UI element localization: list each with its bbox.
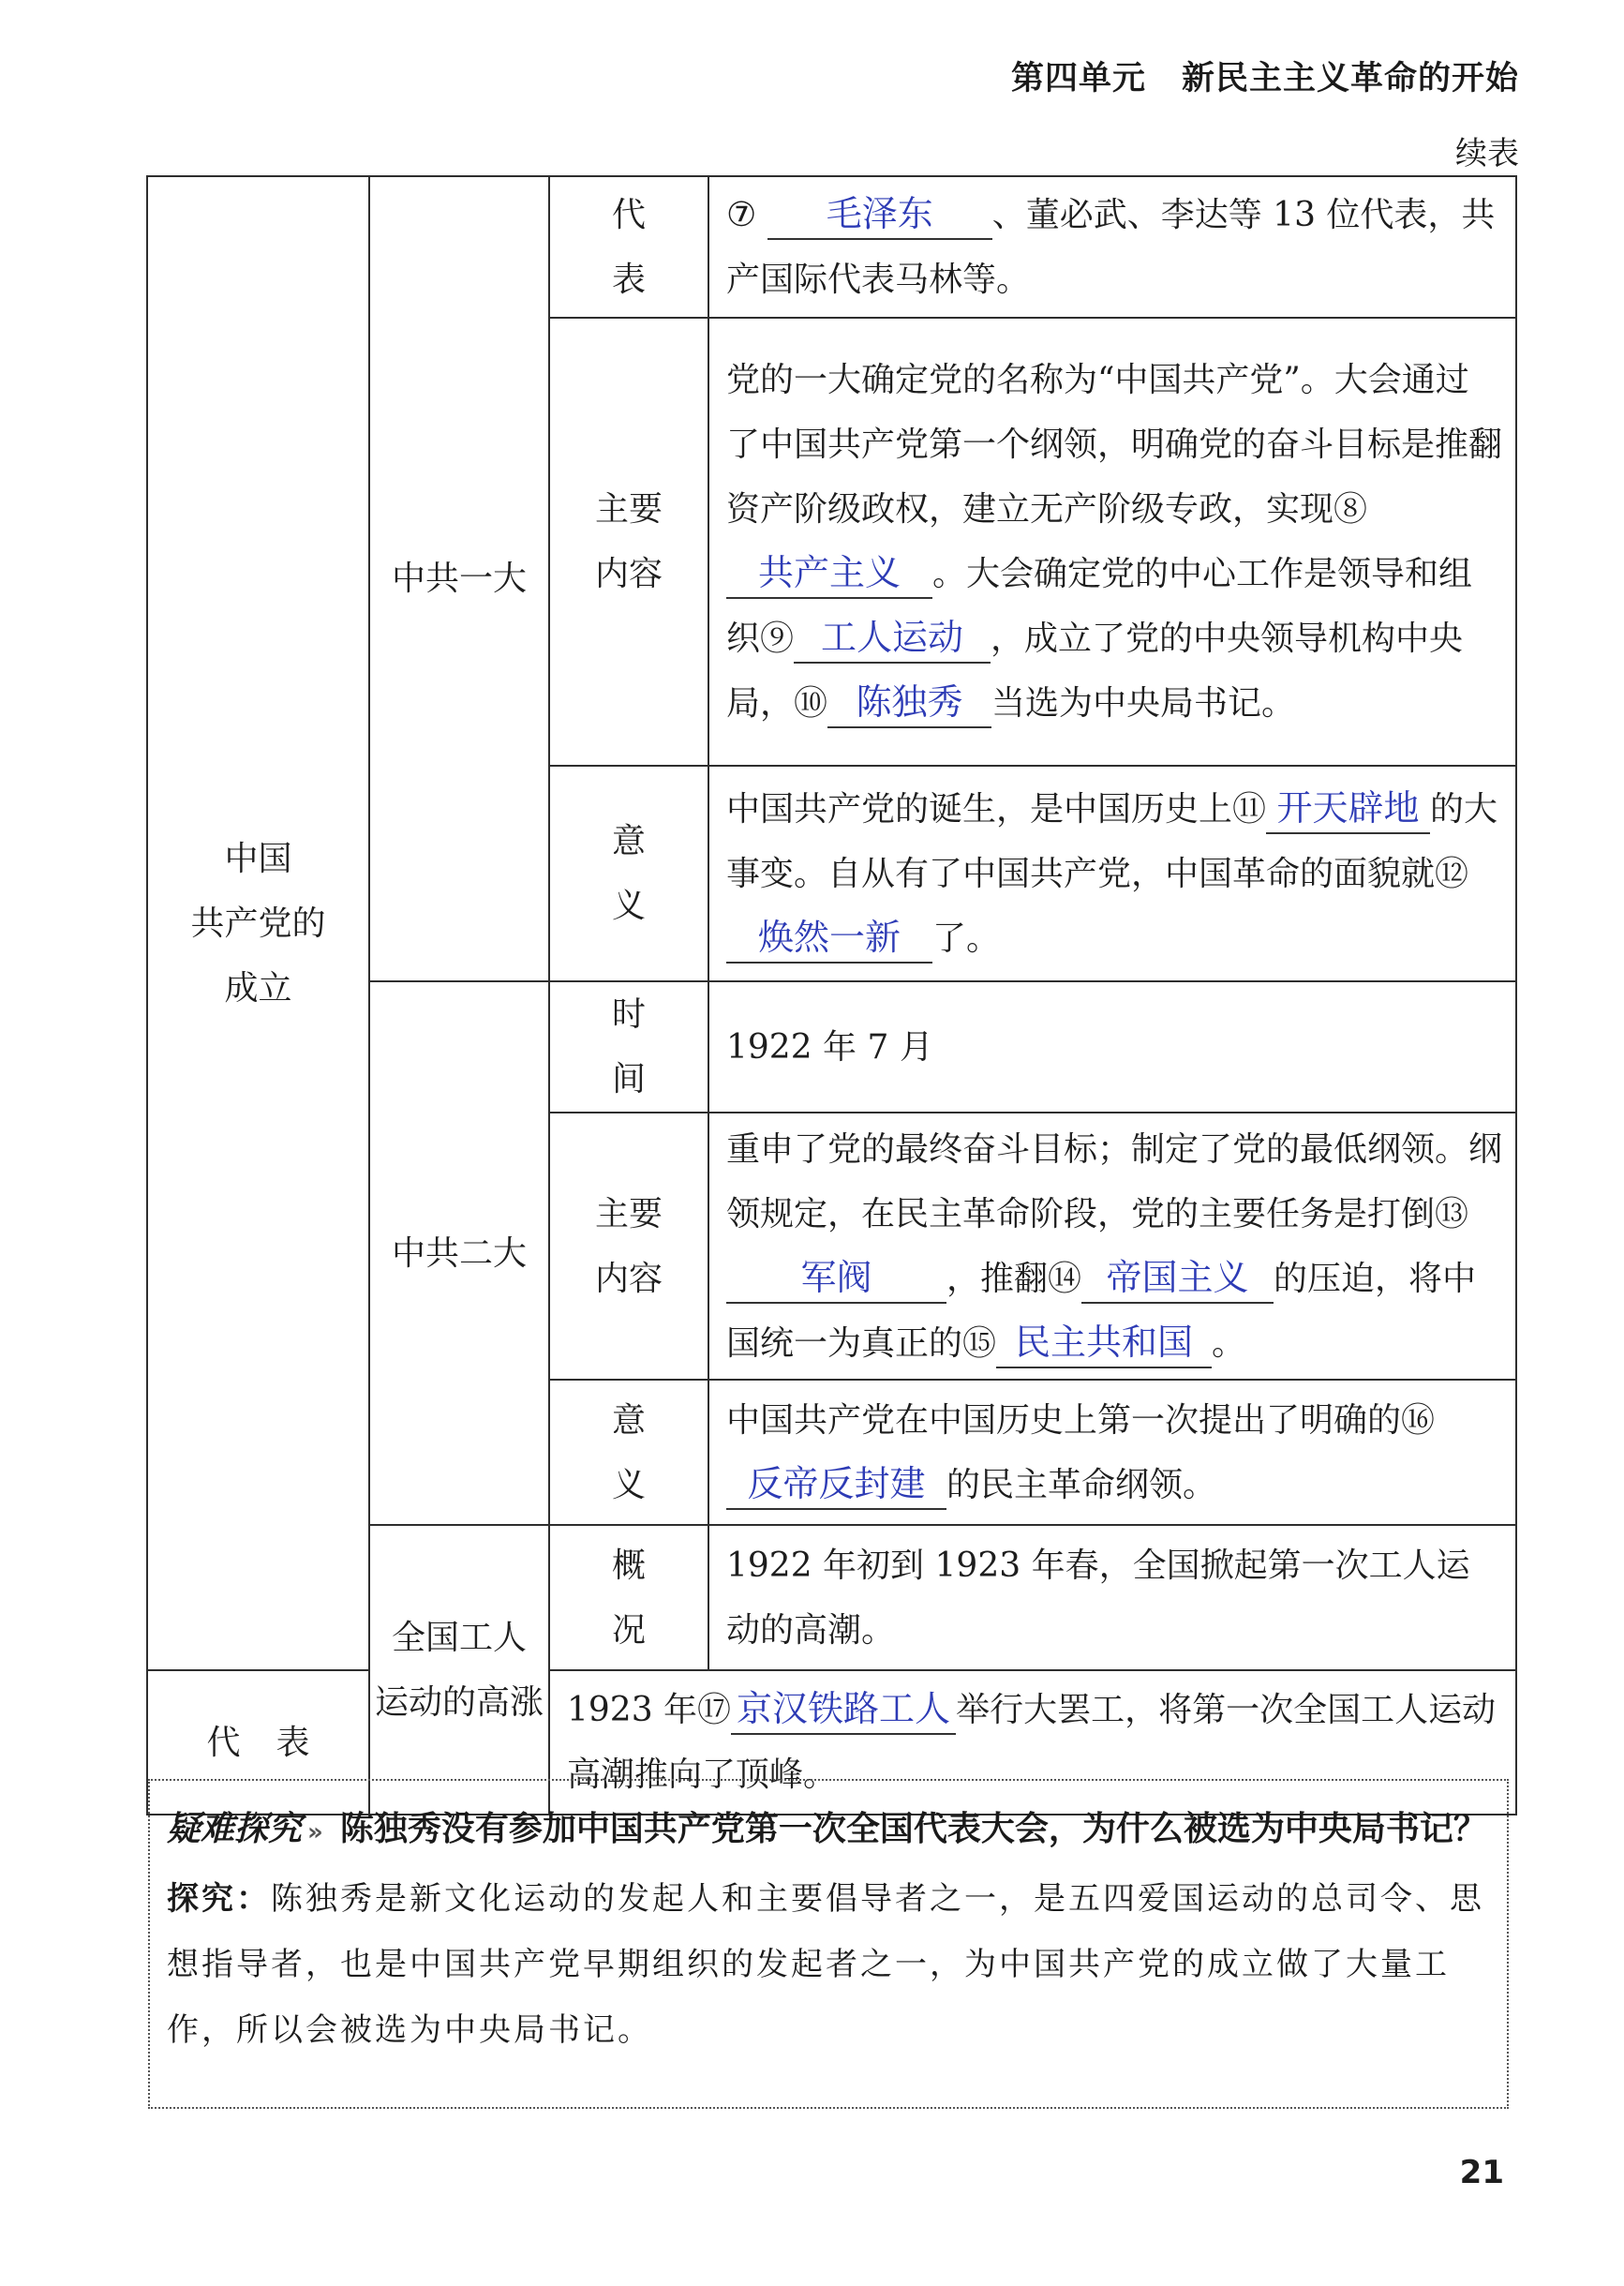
answer-blank-7: 毛泽东 — [767, 189, 992, 240]
subcategory-second-congress: 中共二大 — [369, 981, 549, 1525]
answer-blank-9: 工人运动 — [794, 613, 991, 664]
answer-blank-8: 共产主义 — [726, 548, 932, 599]
answer-blank-14: 帝国主义 — [1081, 1253, 1274, 1304]
content-text: 的民主革命纲领。 — [946, 1465, 1217, 1504]
field-main-content — [549, 1113, 708, 1380]
answer-blank-16: 反帝反封建 — [726, 1459, 946, 1510]
content-text: 当选为中央局书记。 — [991, 684, 1296, 723]
answer-blank-10: 陈独秀 — [827, 678, 991, 728]
subcategory-first-congress: 中共一大 — [369, 176, 549, 981]
content-text: 1923 年⑰ — [567, 1691, 732, 1729]
significance-text — [708, 766, 1516, 981]
content-text: 中国共产党在中国历史上第一次提出了明确的⑯ — [726, 1400, 1436, 1440]
answer-blank-15: 民主共和国 — [996, 1318, 1212, 1368]
unit-title: 新民主主义革命的开始 — [1181, 60, 1519, 97]
content-text: 中国共产党的诞生，是中国历史上⑪ — [726, 789, 1267, 829]
field-significance: 意义 — [549, 1380, 708, 1525]
content-text: 的大事变。自从有了中国共产党，中国革命的面貌就⑫ — [726, 789, 1498, 893]
exploration-question — [167, 1796, 1490, 1866]
answer-label: 探究： — [167, 1880, 271, 1918]
field-line: 内容 — [594, 1259, 663, 1298]
category-line: 全国工人 — [391, 1618, 527, 1657]
content-text: ，成立了党的中央领导机构中央局，⑩ — [726, 620, 1464, 723]
unit-header — [1011, 52, 1519, 99]
content-text: 。 — [1212, 1323, 1246, 1363]
continued-label: 续表 — [1455, 135, 1519, 172]
category-labor-movement — [369, 1525, 549, 1815]
exploration-box — [148, 1779, 1509, 2109]
category-line: 中国 — [224, 839, 292, 878]
significance-text — [708, 1380, 1516, 1525]
answer-blank-12: 焕然一新 — [726, 913, 932, 964]
field-time: 时间 — [549, 981, 708, 1113]
representatives-content — [708, 176, 1516, 318]
answer-blank-13: 军阀 — [726, 1253, 946, 1304]
content-text: 的压迫，将中国统一为真正的⑮ — [726, 1259, 1477, 1363]
time-value: 1922 年 7 月 — [708, 981, 1516, 1113]
field-line: 主要 — [594, 1194, 663, 1233]
content-text: 。大会确定党的中心工作是领导和组织⑨ — [726, 555, 1473, 658]
double-chevron-icon: » — [307, 1818, 323, 1846]
content-text: 、董必武、李达等 13 位代表，共产国际代表马林等。 — [726, 195, 1496, 299]
exploration-answer — [167, 1866, 1490, 2063]
exploration-tag: 疑难探究 — [167, 1810, 303, 1848]
summary-table — [146, 175, 1517, 1815]
content-text: 重申了党的最终奋斗目标；制定了党的最低纲领。纲领规定，在民主革命阶段，党的主要任务是打倒⑬ — [726, 1129, 1503, 1233]
field-overview: 概况 — [549, 1525, 708, 1670]
content-text: 举行大罢工，将第一次全国工人运动高潮推向了顶峰。 — [567, 1691, 1497, 1794]
answer-text: 陈独秀是新文化运动的发起人和主要倡导者之一，是五四爱国运动的总司令、思想指导者，也是中国共产党早期组织的发起者之一，为中国共产党的成立做了大量工作，所以会被选为中央局书记。 — [167, 1880, 1484, 2049]
content-text: 了。 — [932, 919, 1001, 958]
field-main-content — [549, 318, 708, 766]
field-representatives: 代表 — [549, 176, 708, 318]
question-text: 陈独秀没有参加中国共产党第一次全国代表大会，为什么被选为中央局书记？ — [339, 1810, 1487, 1848]
category-cpc-founding — [147, 176, 369, 1670]
overview-text: 1922 年初到 1923 年春，全国掀起第一次工人运动的高潮。 — [708, 1525, 1516, 1670]
category-line: 共产党的 — [190, 904, 326, 943]
blank-number: ⑦ — [726, 195, 757, 234]
content-text: 党的一大确定党的名称为“中国共产党”。大会通过了中国共产党第一个纲领，明确党的奋斗目标是推翻资产阶级政权，建立无产阶级专政，实现⑧ — [726, 361, 1503, 529]
category-line: 成立 — [224, 968, 292, 1008]
field-representative: 代表 — [147, 1670, 369, 1815]
main-content-text — [708, 1113, 1516, 1380]
answer-blank-11: 开天辟地 — [1266, 784, 1430, 834]
field-line: 内容 — [594, 555, 663, 593]
content-text: ，推翻⑭ — [946, 1259, 1082, 1298]
category-line: 运动的高涨 — [374, 1682, 544, 1722]
field-significance: 意义 — [549, 766, 708, 981]
unit-label: 第四单元 — [1010, 60, 1146, 97]
main-content-text — [708, 318, 1516, 766]
page-number: 21 — [1459, 2154, 1504, 2191]
field-line: 主要 — [594, 490, 663, 529]
table-row — [147, 176, 1516, 318]
answer-blank-17: 京汉铁路工人 — [731, 1684, 956, 1735]
